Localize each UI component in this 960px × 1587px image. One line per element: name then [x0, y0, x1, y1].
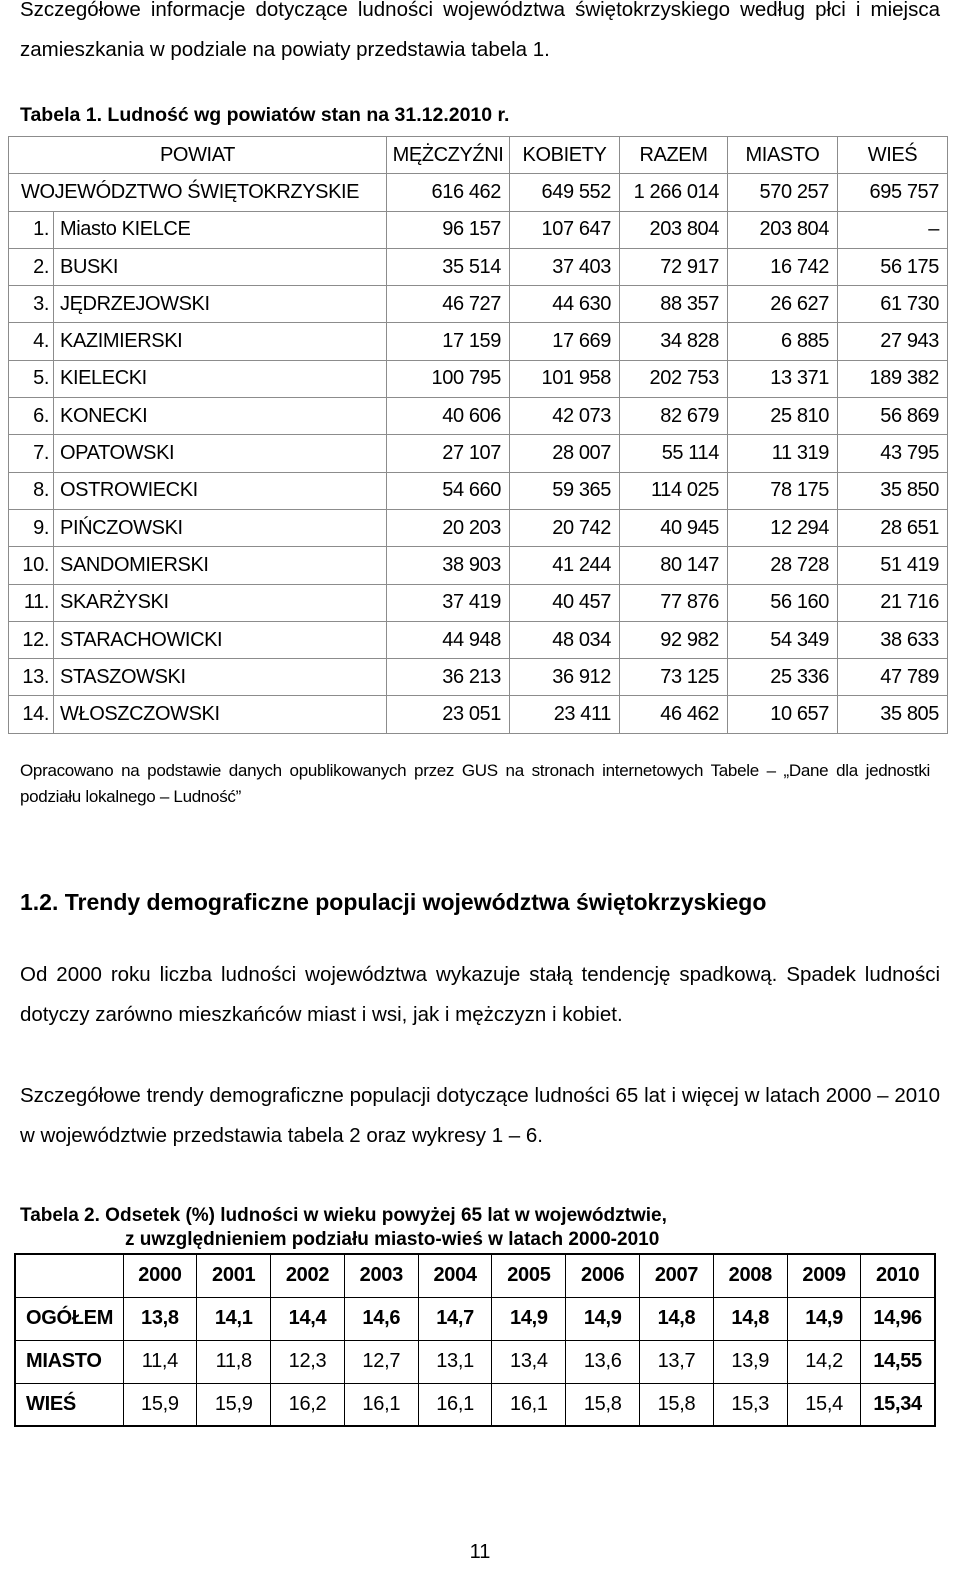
table-cell: 14,96	[861, 1297, 935, 1340]
table-cell: 47 789	[838, 659, 948, 696]
table-cell: 203 804	[728, 211, 838, 248]
table-cell: 203 804	[620, 211, 728, 248]
table-cell: 51 419	[838, 547, 948, 584]
table-row	[9, 398, 948, 435]
table-cell: 48 034	[510, 621, 620, 658]
table-cell: 14,9	[492, 1297, 566, 1340]
population-table	[8, 136, 948, 734]
row-number: 11.	[9, 584, 54, 621]
table-row	[9, 659, 948, 696]
table-cell: 13 371	[728, 360, 838, 397]
table-cell: 40 606	[387, 398, 510, 435]
table-cell: 36 213	[387, 659, 510, 696]
table-cell: 40 457	[510, 584, 620, 621]
table-header-row	[9, 137, 948, 174]
table-cell: 15,9	[197, 1383, 271, 1426]
table-row	[9, 547, 948, 584]
table-cell: 28 651	[838, 509, 948, 546]
years-row	[15, 1254, 935, 1297]
empty-corner-cell	[15, 1254, 123, 1297]
table-cell: 12,3	[271, 1340, 345, 1383]
row-number: 1.	[9, 211, 54, 248]
table-cell: 56 869	[838, 398, 948, 435]
table-cell: 16,1	[492, 1383, 566, 1426]
table-cell: 37 403	[510, 248, 620, 285]
row-label: WIEŚ	[15, 1383, 123, 1426]
table-row	[9, 286, 948, 323]
table-cell: 72 917	[620, 248, 728, 285]
table-cell: 101 958	[510, 360, 620, 397]
table-cell: 14,1	[197, 1297, 271, 1340]
table-row	[9, 323, 948, 360]
powiat-name: KAZIMIERSKI	[54, 323, 387, 360]
row-number: 12.	[9, 621, 54, 658]
table-cell: 80 147	[620, 547, 728, 584]
table-cell: 23 411	[510, 696, 620, 733]
table-cell: 15,8	[566, 1383, 640, 1426]
table-cell: 14,8	[640, 1297, 714, 1340]
table-cell: 44 630	[510, 286, 620, 323]
row-number: 6.	[9, 398, 54, 435]
table-cell: 73 125	[620, 659, 728, 696]
total-cell: 616 462	[387, 174, 510, 211]
table-cell: 25 810	[728, 398, 838, 435]
year-header: 2006	[566, 1254, 640, 1297]
table-cell: 82 679	[620, 398, 728, 435]
header-razem: RAZEM	[620, 137, 728, 174]
table-cell: 11 319	[728, 435, 838, 472]
table-cell: 34 828	[620, 323, 728, 360]
year-header: 2002	[271, 1254, 345, 1297]
table-cell: 16,1	[344, 1383, 418, 1426]
header-mezczyzni: MĘŻCZYŹNI	[387, 137, 510, 174]
table-row	[15, 1383, 935, 1426]
table-row-total	[9, 174, 948, 211]
row-number: 5.	[9, 360, 54, 397]
table-cell: 12,7	[344, 1340, 418, 1383]
table-cell: 27 943	[838, 323, 948, 360]
table-row	[9, 696, 948, 733]
table-cell: 28 728	[728, 547, 838, 584]
total-name: WOJEWÓDZTWO ŚWIĘTOKRZYSKIE	[9, 174, 387, 211]
paragraph-trend: Od 2000 roku liczba ludności województwa wykazuje stałą tendencję spadkową. Spadek ludności dotyczy zarówno mieszkańców miast i wsi, jak i mężczyzn i kobiet.	[20, 963, 940, 1026]
table-cell: 14,7	[418, 1297, 492, 1340]
powiat-name: KIELECKI	[54, 360, 387, 397]
table-cell: 15,4	[787, 1383, 861, 1426]
row-number: 3.	[9, 286, 54, 323]
table-cell: 14,4	[271, 1297, 345, 1340]
table-cell: 11,4	[123, 1340, 197, 1383]
table-cell: 61 730	[838, 286, 948, 323]
powiat-name: SANDOMIERSKI	[54, 547, 387, 584]
table-cell: 13,4	[492, 1340, 566, 1383]
table-cell: 13,6	[566, 1340, 640, 1383]
table-cell: 42 073	[510, 398, 620, 435]
table-cell: 12 294	[728, 509, 838, 546]
table-cell: 78 175	[728, 472, 838, 509]
elderly-share-table	[14, 1253, 936, 1427]
page-number: 11	[469, 1541, 491, 1563]
table-cell: 37 419	[387, 584, 510, 621]
table2-caption-line2: z uwzględnieniem podziału miasto-wieś w latach 2000-2010	[125, 1229, 660, 1250]
table-cell: 15,9	[123, 1383, 197, 1426]
table-cell: 189 382	[838, 360, 948, 397]
total-cell: 695 757	[838, 174, 948, 211]
table-row	[9, 248, 948, 285]
table-cell: 43 795	[838, 435, 948, 472]
table-cell: 20 742	[510, 509, 620, 546]
row-label: MIASTO	[15, 1340, 123, 1383]
header-miasto: MIASTO	[728, 137, 838, 174]
row-number: 13.	[9, 659, 54, 696]
header-wies: WIEŚ	[838, 137, 948, 174]
table-cell: 14,8	[713, 1297, 787, 1340]
powiat-name: OSTROWIECKI	[54, 472, 387, 509]
table-cell: 38 903	[387, 547, 510, 584]
table-cell: 28 007	[510, 435, 620, 472]
table-cell: 44 948	[387, 621, 510, 658]
table-cell: 13,9	[713, 1340, 787, 1383]
powiat-name: STARACHOWICKI	[54, 621, 387, 658]
table-cell: 11,8	[197, 1340, 271, 1383]
table-cell: 15,8	[640, 1383, 714, 1426]
powiat-name: SKARŻYSKI	[54, 584, 387, 621]
table-cell: 10 657	[728, 696, 838, 733]
table-row	[9, 360, 948, 397]
row-number: 14.	[9, 696, 54, 733]
table-cell: 59 365	[510, 472, 620, 509]
table-cell: 23 051	[387, 696, 510, 733]
header-powiat: POWIAT	[9, 137, 387, 174]
table-cell: 17 159	[387, 323, 510, 360]
year-header: 2005	[492, 1254, 566, 1297]
table-row	[9, 472, 948, 509]
table-cell: 35 850	[838, 472, 948, 509]
table-cell: 13,7	[640, 1340, 714, 1383]
paragraph-details: Szczegółowe trendy demograficzne populacji dotyczące ludności 65 lat i więcej w latach 2000 – 2010 w województwie przedstawia tabela 2 oraz wykresy 1 – 6.	[20, 1084, 940, 1147]
table-cell: 100 795	[387, 360, 510, 397]
table-cell: 21 716	[838, 584, 948, 621]
powiat-name: OPATOWSKI	[54, 435, 387, 472]
powiat-name: KONECKI	[54, 398, 387, 435]
table-cell: 14,9	[787, 1297, 861, 1340]
table-cell: 40 945	[620, 509, 728, 546]
table-row	[9, 211, 948, 248]
table-cell: 55 114	[620, 435, 728, 472]
table-cell: 14,2	[787, 1340, 861, 1383]
table2-caption	[20, 1204, 667, 1252]
table-cell: 54 660	[387, 472, 510, 509]
table-cell: 13,8	[123, 1297, 197, 1340]
table-cell: 46 462	[620, 696, 728, 733]
table-cell: 35 805	[838, 696, 948, 733]
table-row	[15, 1340, 935, 1383]
row-number: 10.	[9, 547, 54, 584]
powiat-name: WŁOSZCZOWSKI	[54, 696, 387, 733]
powiat-name: JĘDRZEJOWSKI	[54, 286, 387, 323]
table-cell: 15,3	[713, 1383, 787, 1426]
table-row	[9, 621, 948, 658]
source-note: Opracowano na podstawie danych opublikowanych przez GUS na stronach internetowych Tabele – „Dane dla jednostki podziału lokalnego – Ludność”	[20, 761, 930, 806]
table-cell: 56 175	[838, 248, 948, 285]
year-header: 2008	[713, 1254, 787, 1297]
table-cell: 107 647	[510, 211, 620, 248]
row-number: 2.	[9, 248, 54, 285]
table-cell: 88 357	[620, 286, 728, 323]
year-header: 2010	[861, 1254, 935, 1297]
table-cell: 77 876	[620, 584, 728, 621]
table-cell: 202 753	[620, 360, 728, 397]
powiat-name: PIŃCZOWSKI	[54, 509, 387, 546]
powiat-name: BUSKI	[54, 248, 387, 285]
table-cell: 96 157	[387, 211, 510, 248]
table-cell: 41 244	[510, 547, 620, 584]
table-cell: 56 160	[728, 584, 838, 621]
year-header: 2004	[418, 1254, 492, 1297]
table-cell: 15,34	[861, 1383, 935, 1426]
table-cell: 20 203	[387, 509, 510, 546]
total-cell: 1 266 014	[620, 174, 728, 211]
table-cell: –	[838, 211, 948, 248]
table-cell: 6 885	[728, 323, 838, 360]
table1-caption: Tabela 1. Ludność wg powiatów stan na 31.12.2010 r.	[20, 104, 510, 126]
table-cell: 36 912	[510, 659, 620, 696]
section-heading: 1.2. Trendy demograficzne populacji województwa świętokrzyskiego	[20, 889, 767, 915]
table-cell: 16,1	[418, 1383, 492, 1426]
table-cell: 16 742	[728, 248, 838, 285]
table-cell: 26 627	[728, 286, 838, 323]
total-cell: 649 552	[510, 174, 620, 211]
table-cell: 14,6	[344, 1297, 418, 1340]
year-header: 2001	[197, 1254, 271, 1297]
table-cell: 14,9	[566, 1297, 640, 1340]
total-cell: 570 257	[728, 174, 838, 211]
year-header: 2009	[787, 1254, 861, 1297]
row-label: OGÓŁEM	[15, 1297, 123, 1340]
powiat-name: STASZOWSKI	[54, 659, 387, 696]
table-cell: 17 669	[510, 323, 620, 360]
table-row	[9, 509, 948, 546]
row-number: 4.	[9, 323, 54, 360]
table-row	[15, 1297, 935, 1340]
table-cell: 35 514	[387, 248, 510, 285]
table-cell: 38 633	[838, 621, 948, 658]
year-header: 2003	[344, 1254, 418, 1297]
row-number: 8.	[9, 472, 54, 509]
table-cell: 25 336	[728, 659, 838, 696]
header-kobiety: KOBIETY	[510, 137, 620, 174]
table-row	[9, 584, 948, 621]
table-cell: 46 727	[387, 286, 510, 323]
year-header: 2007	[640, 1254, 714, 1297]
table-cell: 27 107	[387, 435, 510, 472]
table-cell: 54 349	[728, 621, 838, 658]
table-cell: 16,2	[271, 1383, 345, 1426]
table-cell: 114 025	[620, 472, 728, 509]
table-cell: 92 982	[620, 621, 728, 658]
intro-paragraph: Szczegółowe informacje dotyczące ludności województwa świętokrzyskiego według płci i miejsca zamieszkania w podziale na powiaty przedstawia tabela 1.	[20, 0, 940, 61]
table-row	[9, 435, 948, 472]
table-cell: 14,55	[861, 1340, 935, 1383]
table-cell: 13,1	[418, 1340, 492, 1383]
powiat-name: Miasto KIELCE	[54, 211, 387, 248]
year-header: 2000	[123, 1254, 197, 1297]
row-number: 7.	[9, 435, 54, 472]
table2-caption-line1: Tabela 2. Odsetek (%) ludności w wieku powyżej 65 lat w województwie,	[20, 1205, 667, 1226]
row-number: 9.	[9, 509, 54, 546]
